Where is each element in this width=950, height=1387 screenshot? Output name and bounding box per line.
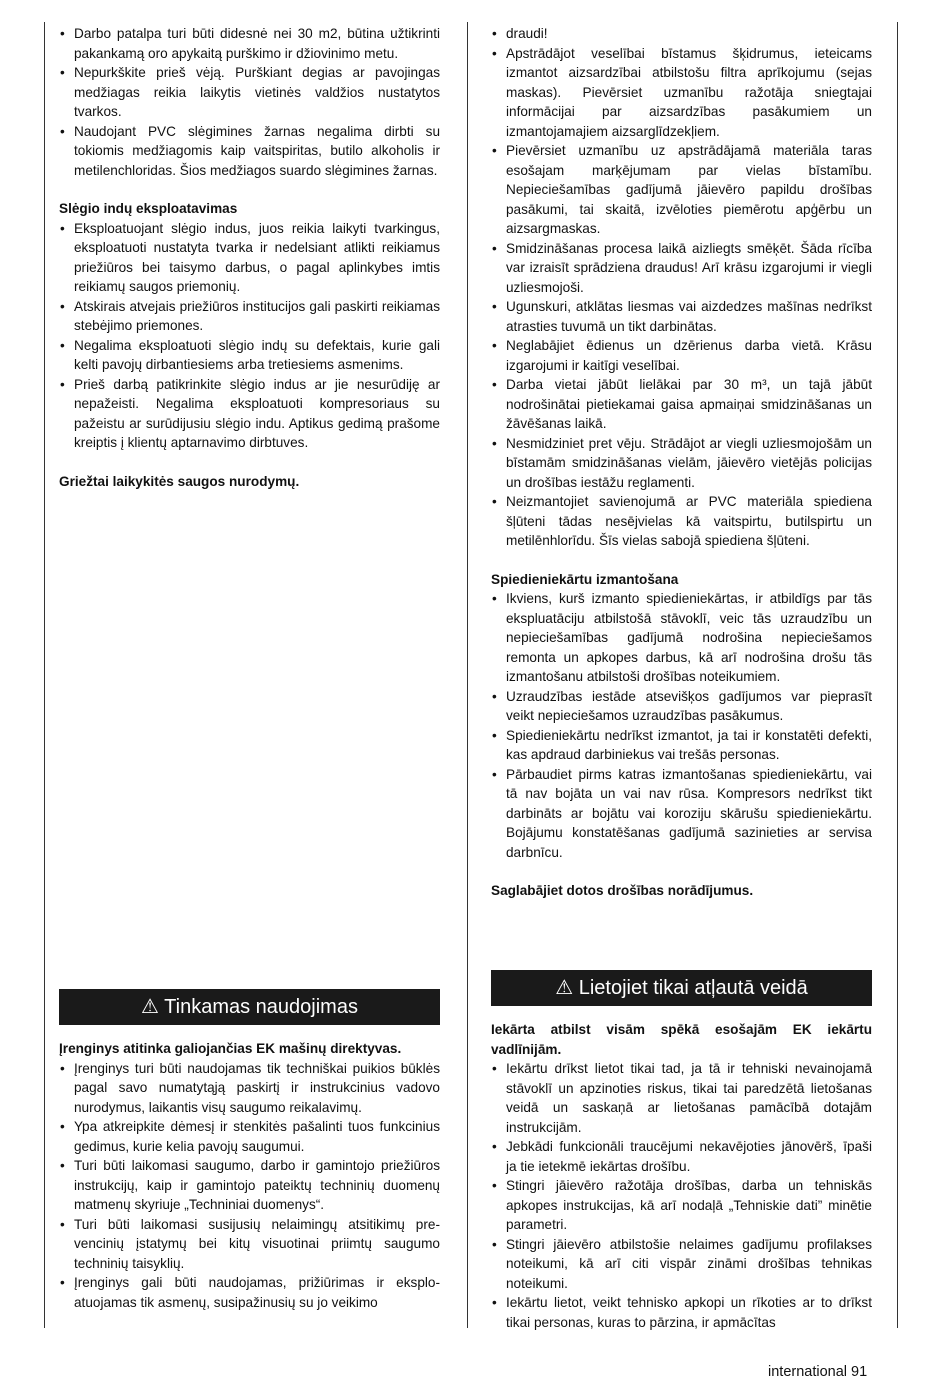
list-item: • Turi būti laikomasi saugumo, darbo ir gamintojo priežiūros instrukcijų, kaip ir gamintojo pateiktų techninių duomenų matmenų skyriuje „Techniniai duomenys“. [59,1156,440,1215]
list-item: • Ikviens, kurš izmanto spiedieniekārtas, ir atbildīgs par tās ekspluatāciju atbilstošā stāvoklī, veic tās uzraudzību un nepieciešamības gadījumā nodrošina nepieciešamos remonta un apkopes darbus, kā arī nodrošina drošu tās izmantošanu atbilstoši drošības noteikumiem. [491,589,872,687]
warning-icon: ⚠ [141,996,159,1018]
bullet-list [491,1059,872,1332]
banner-title: Lietojiet tikai atļautā veidā [578,977,808,999]
right-margin-rule [897,22,898,1328]
list-item: • Apstrādājot veselībai bīstamus šķidrumus, ieteicams izmantot aizsardzībai atbilstošu filtra aprīkojumu (sejas maskas). Pievērsiet uzmanību ražotāja sniegtajai informācijai par aizsardzības pasākumiem un izmantojamajiem aizsarglīdzekļiem. [491,44,872,142]
section-banner [59,989,440,1025]
section-heading: Spiedieniekārtu izmantošana [491,571,679,587]
section-banner [491,970,872,1006]
list-item: • Ugunskuri, atklātas liesmas vai aizdedzes mašīnas nedrīkst atrasties tuvumā un tikt darbinātas. [491,297,872,336]
list-item: • Eksploatuojant slėgio indus, juos reikia laikyti tvarkingus, eksploatuoti nustatyta tvarka ir nedelsiant atlikti reikiamus priežiūros bei taisymo darbus, o pagal aplinkybes imtis reikiamų saugos priemonių. [59,219,440,297]
list-item: • Smidzināšanas procesa laikā aizliegts smēķēt. Šāda rīcība var izraisīt sprādziena draudus! Arī krāsu izgarojumi ir viegli uzliesmojoši. [491,239,872,298]
list-item: • Neizmantojiet savienojumā ar PVC materiāla spiediena šļūteni tādas nesējvielas kā vaitspirtu, butilspirtu un metilēnhlorīdu. Šīs vielas sabojā spiediena šļūteni. [491,492,872,551]
list-item: • Įrenginys turi būti naudojamas tik techniškai puikios būklės pagal savo numatytąją paskirtį ir instrukcinius vadovo nurodymus, laikantis visų saugumo reikalavimų. [59,1059,440,1118]
center-divider-rule [467,22,468,1328]
list-item: • Nesmidziniet pret vēju. Strādājot ar viegli uzliesmojošām un bīstamām smidzināšanas vielām, jāievēro vietējās policijas un drošības iestāžu reglamenti. [491,434,872,493]
list-item: • Įrenginys gali būti naudojamas, prižiūrimas ir eksploatuojamas tik asmenų, susipažinusių su jo veikimo [59,1273,440,1312]
list-item: • Ypa atkreipkite dėmesį ir stenkitės pašalinti tuos funkcinius gedimus, kurie kelia pavojų saugumui. [59,1117,440,1156]
list-item: • Spiedieniekārtu nedrīkst izmantot, ja tai ir konstatēti defekti, kas apdraud darbiniekus vai trešās personas. [491,726,872,765]
list-item: • Turi būti laikomasi susijusių nelaimingų atsitikimų prevencinių įstatymų bei kitų visuotinai priimtų saugumo techninių taisyklių. [59,1215,440,1274]
list-item: • Nepurkškite prieš vėją. Purškiant degias ar pavojingas medžiagas reikia laikytis vietinės valdžios nustatytos tvarkos. [59,63,440,122]
list-item: • Pārbaudiet pirms katras izmantošanas spiedieniekārtu, vai tā nav bojāta un vai nav rūsa. Kompresors nedrīkst tikt darbināts ar bojātu vai koroziju skārušu spiedieniekārtu. Bojājumu konstatēšanas gadījumā sazinieties ar servisa darbnīcu. [491,765,872,863]
list-item: • Darba vietai jābūt lielākai par 30 m³, un tajā jābūt nodrošinātai pietiekamai gaisa apmaiņai smidzināšanas un žāvēšanas laikā. [491,375,872,434]
warning-icon: ⚠ [555,977,574,999]
list-item: • Prieš darbą patikrinkite slėgio indus ar jie nesurūdiję ar nepažeisti. Negalima eksploatuoti kompresoriaus su pažeistu ar surūdijusiu slėgio indu. Aptikus gedimą prašome kreiptis į klientų aptarnavimo dirbtuves. [59,375,440,453]
bullet-list [491,24,872,551]
bullet-list [59,1059,440,1313]
list-item: • Atskirais atvejais priežiūros institucijos gali paskirti reikiamas stebėjimo priemones. [59,297,440,336]
left-column-top [59,24,440,491]
list-item: • Naudojant PVC slėgimines žarnas negalima dirbti su tokiomis medžiagomis kaip vaitspiritas, butilo alkoholis ir metilenchloridas. Šios medžiagos suardo slėgimines žarnas. [59,122,440,181]
left-margin-rule [44,22,45,1328]
list-item: • Uzraudzības iestāde atsevišķos gadījumos var pieprasīt veikt nepieciešamos uzraudzības pasākumus. [491,687,872,726]
bullet-list [491,589,872,862]
list-item: • Pievērsiet uzmanību uz apstrādājamā materiāla taras esošajam marķējumam par vielas bīstamību. Nepieciešamības gadījumā jāievēro papildu drošības pasākumi, tai skaitā, izvēloties piemērotu apģērbu un aizsargmaskas. [491,141,872,239]
left-column-bottom [59,989,440,1312]
page-footer: international 91 [768,1364,868,1380]
list-item: • Iekārtu drīkst lietot tikai tad, ja tā ir tehniski nevainojamā stāvoklī un apzinoties riskus, tikai tai paredzētā lietošanas veidā un saskaņā ar lietošanas pamācībā dotajām instrukcijām. [491,1059,872,1137]
section-heading: Slėgio indų eksploatavimas [59,201,238,216]
section-heading: Iekārta atbilst visām spēkā esošajām EK iekārtu vadlīnijām. [491,1022,872,1057]
list-item: • Jebkādi funkcionāli traucējumi nekavējoties jānovērš, īpaši ja tie ietekmē iekārtas drošību. [491,1137,872,1176]
list-item: • Darbo patalpa turi būti didesnė nei 30 m2, būtina užtikrinti pakankamą oro apykaitą purškimo ir džiovinimo metu. [59,24,440,63]
list-item: • Negalima eksploatuoti slėgio indų su defektais, kurie gali kelti pavojų dirbantiesiems arba tretiesiems asmenims. [59,336,440,375]
bullet-list [59,219,440,453]
safety-note: Saglabājiet dotos drošības norādījumus. [491,883,754,898]
safety-note: Griežtai laikykitės saugos nurodymų. [59,473,300,489]
right-column-bottom [491,970,872,1332]
list-item: • Stingri jāievēro atbilstošie nelaimes gadījumu profilakses noteikumi, kā arī citi vispār zināmi drošības tehnikas noteikumi. [491,1235,872,1294]
bullet-list [59,24,440,180]
section-heading: Įrenginys atitinka galiojančias EK mašinų direktyvas. [59,1041,402,1056]
list-item: • Neglabājiet ēdienus un dzērienus darba vietā. Krāsu izgarojumi ir kaitīgi veselībai. [491,336,872,375]
list-item: • Stingri jāievēro ražotāja drošības, darba un tehniskās apkopes instrukcijas, kā arī nodaļā „Tehniskie dati” minētie parametri. [491,1176,872,1235]
right-column-top [491,24,872,901]
list-item: • Iekārtu lietot, veikt tehnisko apkopi un rīkoties ar to drīkst tikai personas, kuras to pārzina, ir apmācītas [491,1293,872,1332]
list-item: • draudi! [491,24,872,44]
banner-title: Tinkamas naudojimas [164,996,358,1018]
